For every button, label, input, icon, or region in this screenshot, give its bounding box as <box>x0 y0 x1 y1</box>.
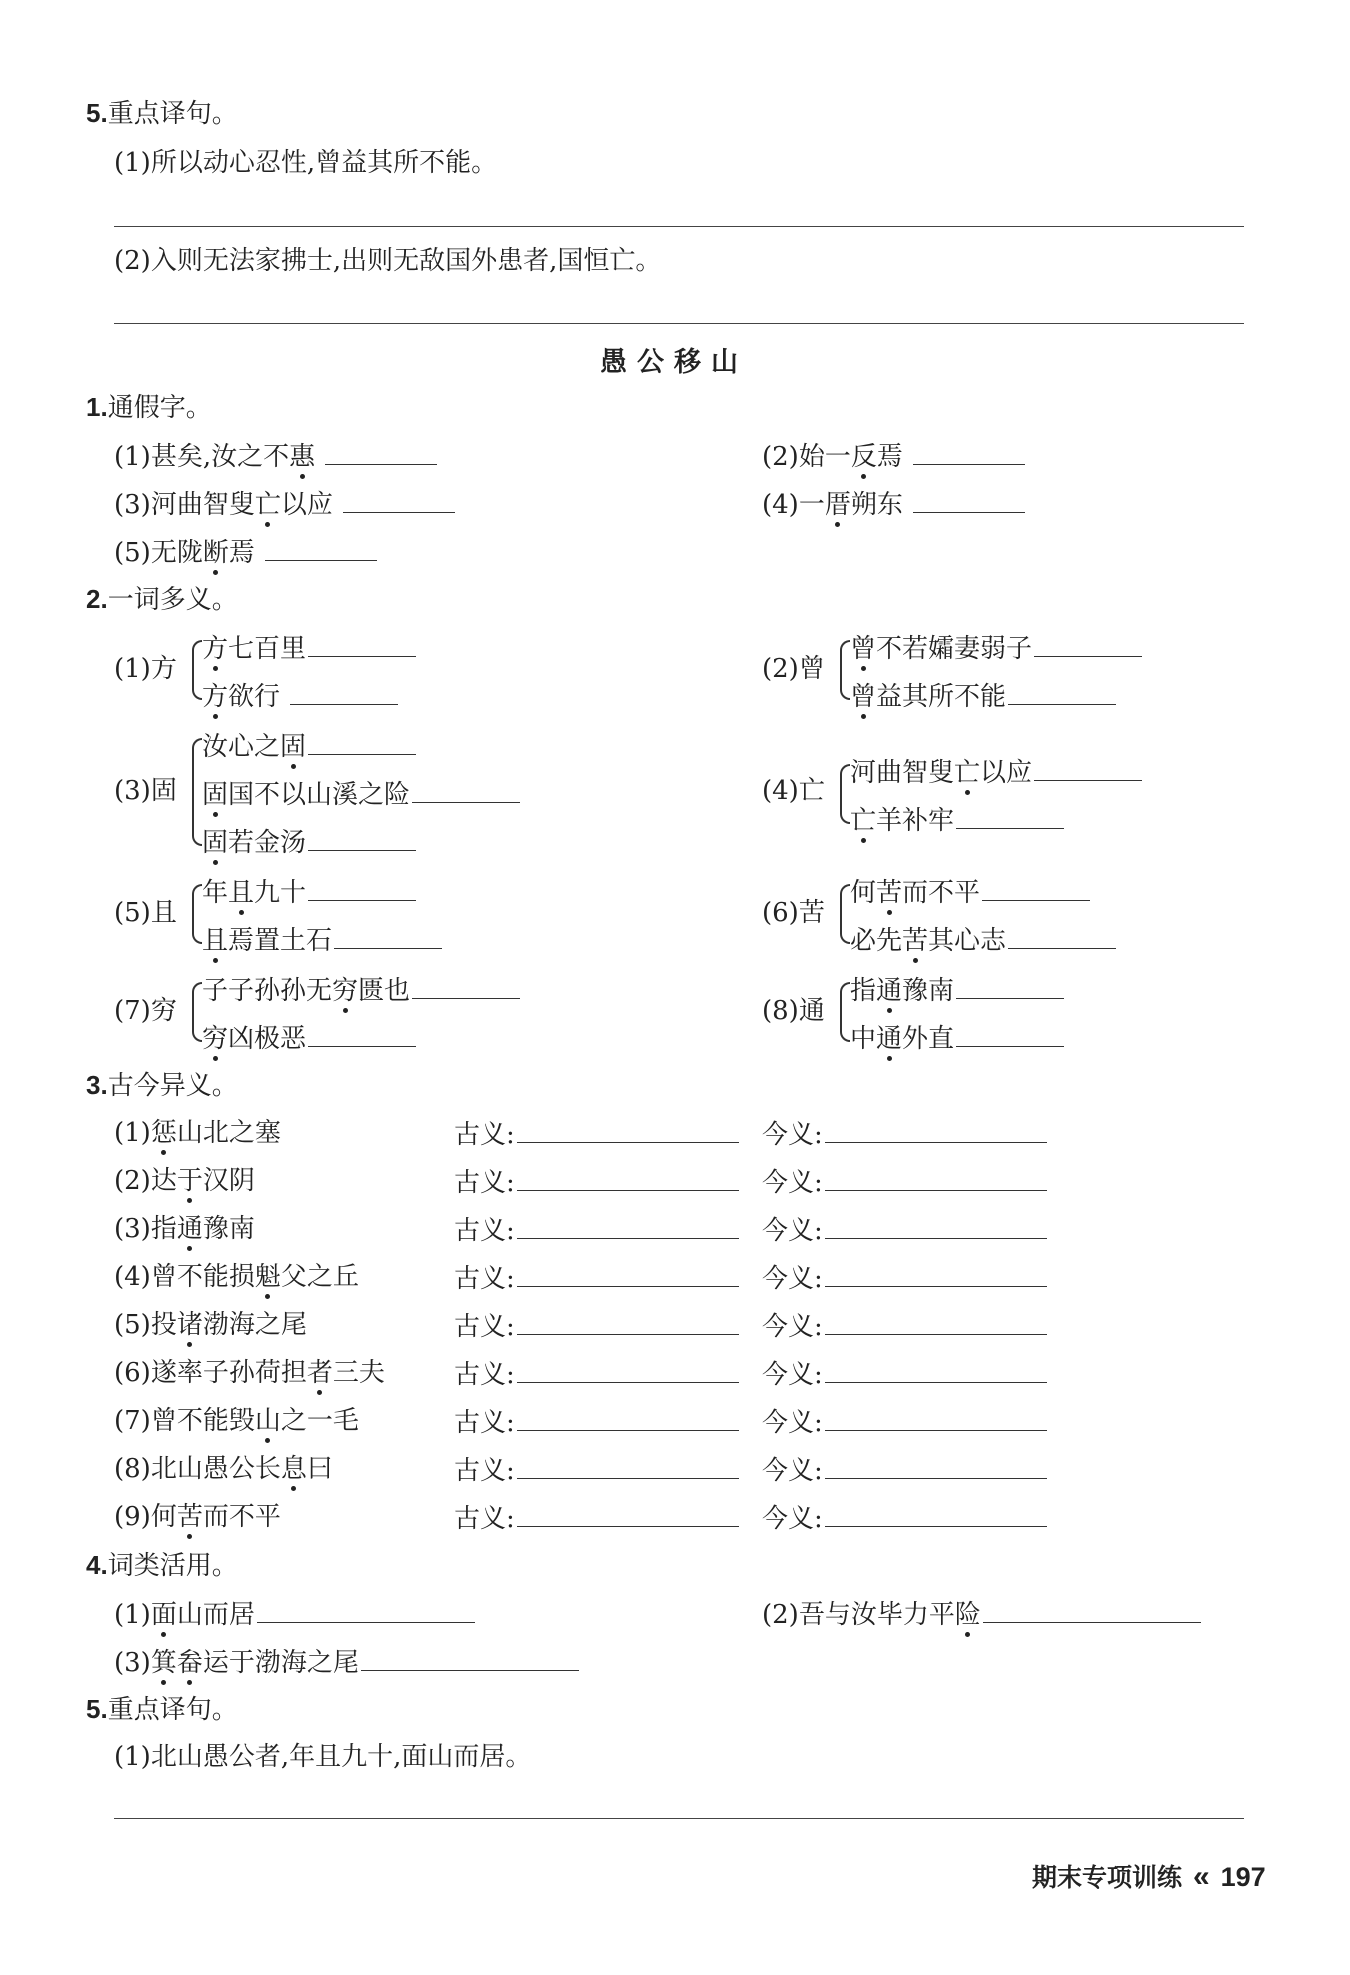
list-item: 方欲行 <box>202 678 398 714</box>
gu-yi-field <box>454 1452 739 1488</box>
answer-blank[interactable] <box>308 630 416 657</box>
jin-yi-label: 今义: <box>762 1312 823 1342</box>
answer-blank[interactable] <box>825 1164 1047 1191</box>
jin-yi-field <box>762 1404 1047 1440</box>
answer-blank[interactable] <box>913 438 1025 465</box>
jin-yi-field <box>762 1164 1047 1200</box>
answer-blank[interactable] <box>825 1500 1047 1527</box>
gu-yi-label: 古义: <box>454 1360 515 1390</box>
list-item: 子子孙孙无穷匮也 <box>202 972 520 1008</box>
jin-yi-field <box>762 1500 1047 1536</box>
gu-yi-label: 古义: <box>454 1216 515 1246</box>
jin-yi-field <box>762 1212 1047 1248</box>
gu-yi-field <box>454 1212 739 1248</box>
answer-blank[interactable] <box>1034 630 1142 657</box>
term-text: (1)惩山北之塞 <box>114 1118 281 1148</box>
gu-yi-label: 古义: <box>454 1264 515 1294</box>
answer-blank[interactable] <box>334 922 442 949</box>
list-item: (1)甚矣,汝之不惠 <box>114 438 437 474</box>
section-heading: 1.通假字。 <box>86 392 212 423</box>
list-item: 亡羊补牢 <box>850 802 1064 838</box>
list-item: (4)一厝朔东 <box>762 486 1025 522</box>
term-text: (6)遂率子孙荷担者三夫 <box>114 1358 385 1388</box>
list-item: 年且九十 <box>202 874 416 910</box>
group-label: (2)曾 <box>762 654 825 684</box>
brace <box>840 982 850 1042</box>
answer-line[interactable] <box>114 226 1244 227</box>
list-item: (2)吾与汝毕力平险 <box>762 1596 1201 1632</box>
table-row <box>114 1500 281 1534</box>
answer-blank[interactable] <box>517 1308 739 1335</box>
jin-yi-field <box>762 1308 1047 1344</box>
footer-label: 期末专项训练 <box>1032 1864 1183 1892</box>
jin-yi-field <box>762 1116 1047 1152</box>
group-label: (6)苦 <box>762 898 825 928</box>
answer-blank[interactable] <box>982 874 1090 901</box>
jin-yi-label: 今义: <box>762 1408 823 1438</box>
brace <box>840 764 850 824</box>
list-item: 固国不以山溪之险 <box>202 776 520 812</box>
answer-blank[interactable] <box>517 1356 739 1383</box>
table-row <box>114 1308 307 1342</box>
answer-blank[interactable] <box>265 534 377 561</box>
answer-blank[interactable] <box>343 486 455 513</box>
answer-blank[interactable] <box>517 1212 739 1239</box>
list-item: 固若金汤 <box>202 824 416 860</box>
footer <box>1032 1858 1266 1894</box>
answer-blank[interactable] <box>290 678 398 705</box>
answer-blank[interactable] <box>517 1260 739 1287</box>
section-heading: 3.古今异义。 <box>86 1070 238 1101</box>
term-text: (7)曾不能毁山之一毛 <box>114 1406 359 1436</box>
list-item: (2)始一反焉 <box>762 438 1025 474</box>
gu-yi-label: 古义: <box>454 1504 515 1534</box>
list-item: 方七百里 <box>202 630 416 666</box>
gu-yi-field <box>454 1116 739 1152</box>
list-item: (3)箕畚运于渤海之尾 <box>114 1644 579 1680</box>
answer-blank[interactable] <box>956 1020 1064 1047</box>
answer-blank[interactable] <box>308 874 416 901</box>
jin-yi-label: 今义: <box>762 1216 823 1246</box>
brace <box>840 884 850 944</box>
brace <box>192 982 202 1042</box>
answer-blank[interactable] <box>825 1404 1047 1431</box>
group-label: (3)固 <box>114 776 177 806</box>
answer-blank[interactable] <box>308 824 416 851</box>
answer-blank[interactable] <box>517 1404 739 1431</box>
list-item: 穷凶极恶 <box>202 1020 416 1056</box>
list-item: 曾益其所不能 <box>850 678 1116 714</box>
answer-line[interactable] <box>114 1818 1244 1819</box>
jin-yi-label: 今义: <box>762 1504 823 1534</box>
group-label: (7)穷 <box>114 996 177 1026</box>
list-item: 中通外直 <box>850 1020 1064 1056</box>
answer-blank[interactable] <box>325 438 437 465</box>
list-item: 指通豫南 <box>850 972 1064 1008</box>
gu-yi-field <box>454 1308 739 1344</box>
table-row <box>114 1260 359 1294</box>
answer-blank[interactable] <box>825 1356 1047 1383</box>
answer-blank[interactable] <box>1008 678 1116 705</box>
answer-blank[interactable] <box>257 1596 475 1623</box>
answer-blank[interactable] <box>308 1020 416 1047</box>
list-item: 曾不若孀妻弱子 <box>850 630 1142 666</box>
list-item: 且焉置土石 <box>202 922 442 958</box>
term-text: (8)北山愚公长息曰 <box>114 1454 333 1484</box>
table-row <box>114 1452 333 1486</box>
jin-yi-label: 今义: <box>762 1360 823 1390</box>
section-heading: 2.一词多义。 <box>86 584 238 615</box>
jin-yi-label: 今义: <box>762 1456 823 1486</box>
answer-blank[interactable] <box>825 1116 1047 1143</box>
list-item: (3)河曲智叟亡以应 <box>114 486 455 522</box>
term-text: (5)投诸渤海之尾 <box>114 1310 307 1340</box>
list-item: (1)面山而居 <box>114 1596 475 1632</box>
term-text: (2)达于汉阴 <box>114 1166 255 1196</box>
gu-yi-field <box>454 1164 739 1200</box>
table-row <box>114 1356 385 1390</box>
table-row <box>114 1404 359 1438</box>
jin-yi-field <box>762 1260 1047 1296</box>
chevron-left-icon: « <box>1192 1860 1210 1893</box>
table-row <box>114 1212 255 1246</box>
section-heading: 5.重点译句。 <box>86 1694 238 1725</box>
brace <box>192 884 202 944</box>
jin-yi-field <box>762 1356 1047 1392</box>
brace <box>192 640 202 700</box>
group-label: (1)方 <box>114 654 177 684</box>
gu-yi-label: 古义: <box>454 1456 515 1486</box>
term-text: (4)曾不能损魁父之丘 <box>114 1262 359 1292</box>
section-heading: 4.词类活用。 <box>86 1550 238 1581</box>
answer-blank[interactable] <box>825 1260 1047 1287</box>
answer-blank[interactable] <box>517 1500 739 1527</box>
gu-yi-label: 古义: <box>454 1408 515 1438</box>
answer-blank[interactable] <box>1008 922 1116 949</box>
group-label: (5)且 <box>114 898 177 928</box>
list-item: 何苦而不平 <box>850 874 1090 910</box>
answer-blank[interactable] <box>412 972 520 999</box>
brace <box>192 738 202 846</box>
answer-blank[interactable] <box>1034 754 1142 781</box>
page-title: 愚公移山 <box>600 347 748 377</box>
gu-yi-field <box>454 1404 739 1440</box>
answer-blank[interactable] <box>825 1452 1047 1479</box>
jin-yi-field <box>762 1452 1047 1488</box>
answer-blank[interactable] <box>956 972 1064 999</box>
answer-blank[interactable] <box>517 1116 739 1143</box>
question-text: (2)入则无法家拂士,出则无敌国外患者,国恒亡。 <box>114 246 662 276</box>
page-number: 197 <box>1220 1862 1266 1892</box>
answer-blank[interactable] <box>412 776 520 803</box>
jin-yi-label: 今义: <box>762 1168 823 1198</box>
question-text: (1)北山愚公者,年且九十,面山而居。 <box>114 1742 532 1772</box>
gu-yi-label: 古义: <box>454 1168 515 1198</box>
answer-blank[interactable] <box>517 1452 739 1479</box>
table-row <box>114 1116 281 1150</box>
jin-yi-label: 今义: <box>762 1264 823 1294</box>
gu-yi-label: 古义: <box>454 1312 515 1342</box>
gu-yi-field <box>454 1260 739 1296</box>
brace <box>840 640 850 700</box>
term-text: (3)指通豫南 <box>114 1214 255 1244</box>
answer-blank[interactable] <box>517 1164 739 1191</box>
answer-blank[interactable] <box>825 1212 1047 1239</box>
question-text: (1)所以动心忍性,曾益其所不能。 <box>114 148 498 178</box>
term-text: (9)何苦而不平 <box>114 1502 281 1532</box>
gu-yi-field <box>454 1356 739 1392</box>
list-item: 必先苦其心志 <box>850 922 1116 958</box>
answer-blank[interactable] <box>825 1308 1047 1335</box>
answer-blank[interactable] <box>361 1644 579 1671</box>
jin-yi-label: 今义: <box>762 1120 823 1150</box>
answer-blank[interactable] <box>983 1596 1201 1623</box>
gu-yi-label: 古义: <box>454 1120 515 1150</box>
answer-blank[interactable] <box>913 486 1025 513</box>
group-label: (8)通 <box>762 996 825 1026</box>
table-row <box>114 1164 255 1198</box>
section-heading: 5.重点译句。 <box>86 98 238 129</box>
answer-blank[interactable] <box>956 802 1064 829</box>
answer-line[interactable] <box>114 323 1244 324</box>
gu-yi-field <box>454 1500 739 1536</box>
group-label: (4)亡 <box>762 776 825 806</box>
list-item: 河曲智叟亡以应 <box>850 754 1142 790</box>
list-item: 汝心之固 <box>202 728 416 764</box>
list-item: (5)无陇断焉 <box>114 534 377 570</box>
answer-blank[interactable] <box>308 728 416 755</box>
